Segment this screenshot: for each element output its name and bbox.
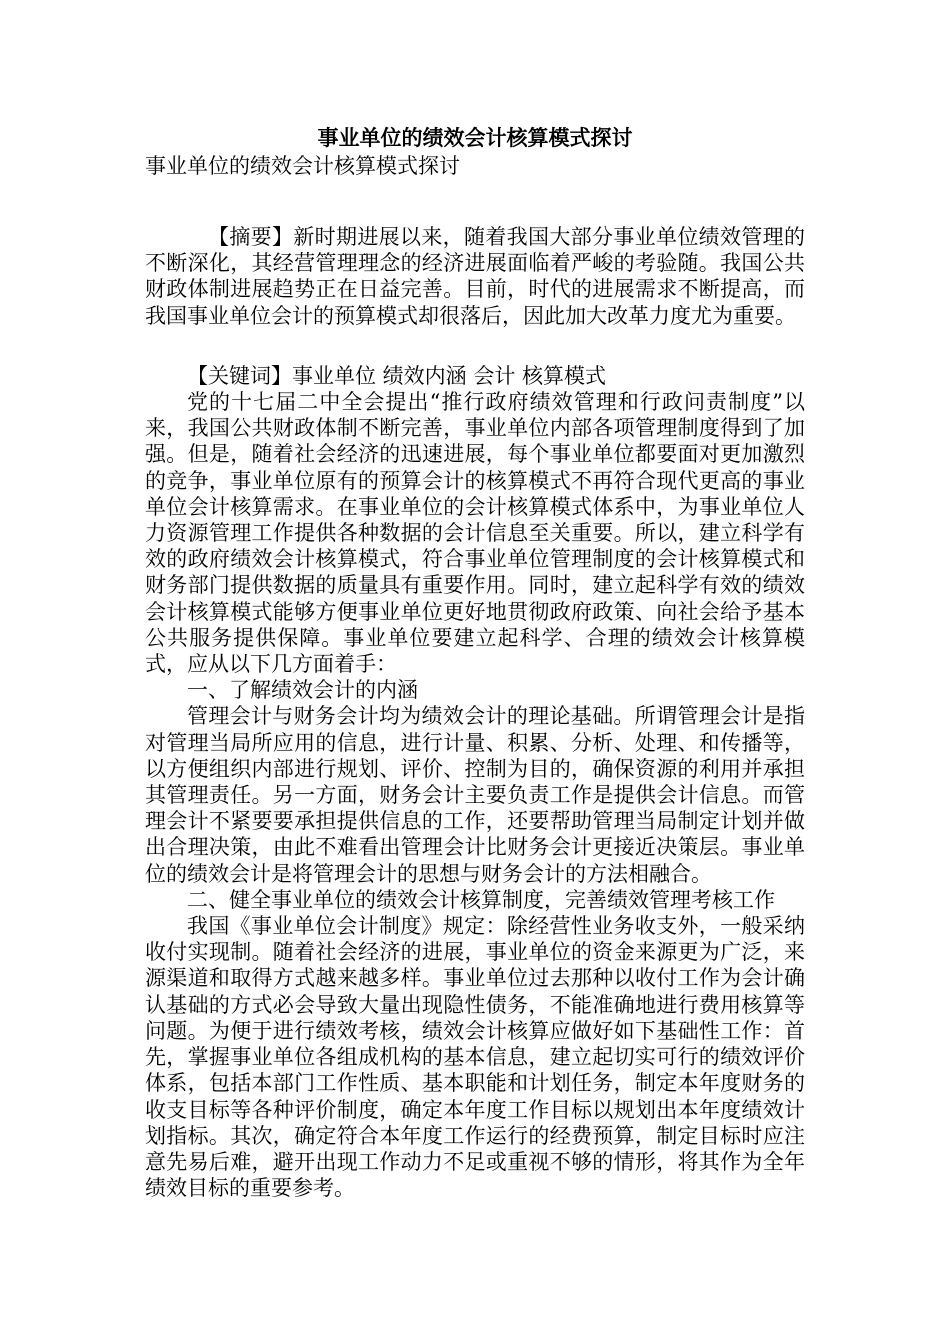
section-heading-1: 一、了解绩效会计的内涵: [187, 678, 418, 703]
document-subtitle: 事业单位的绩效会计核算模式探讨: [145, 154, 460, 178]
body-paragraph-section-1: 管理会计与财务会计均为绩效会计的理论基础。所谓管理会计是指对管理当局所应用的信息，进行计量、积累、分析、处理、和传播等，以方便组织内部进行规划、评价、控制为目的，确保资源的利用并承担其管理责任。另一方面，财务会计主要负责工作是提供会计信息。而管理会计不紧要要承担提供信息的工作，还要帮助管理当局制定计划并做出合理决策，由此不难看出管理会计比财务会计更接近决策层。事业单位的绩效会计是将管理会计的思想与财务会计的方法相融合。: [145, 704, 805, 886]
keywords-line: 【关键词】事业单位 绩效内涵 会计 核算模式: [187, 363, 607, 388]
body-paragraph-section-2: 我国《事业单位会计制度》规定：除经营性业务收支外，一般采纳收付实现制。随着社会经济的进展，事业单位的资金来源更为广泛，来源渠道和取得方式越来越多样。事业单位过去那种以收付工作为会计确认基础的方式必会导致大量出现隐性债务，不能准确地进行费用核算等问题。为便于进行绩效考核，绩效会计核算应做好如下基础性工作：首先，掌握事业单位各组成机构的基本信息，建立起切实可行的绩效评价体系，包括本部门工作性质、基本职能和计划任务，制定本年度财务的收支目标等各种评价制度，确定本年度工作目标以规划出本年度绩效计划指标。其次，确定符合本年度工作运行的经费预算，制定目标时应注意先易后难，避开出现工作动力不足或重视不够的情形，将其作为全年绩效目标的重要参考。: [145, 914, 805, 1201]
section-heading-2: 二、健全事业单位的绩效会计核算制度，完善绩效管理考核工作: [187, 887, 775, 912]
document-body: [145, 124, 805, 1201]
document-title: 事业单位的绩效会计核算模式探讨: [317, 125, 633, 150]
abstract-paragraph: 【摘要】新时期进展以来，随着我国大部分事业单位绩效管理的不断深化，其经营管理理念的经济进展面临着严峻的考验随。我国公共财政体制进展趋势正在日益完善。目前，时代的进展需求不断提高，而我国事业单位会计的预算模式却很落后，因此加大改革力度尤为重要。: [145, 225, 805, 328]
body-paragraph-intro: 党的十七届二中全会提出“推行政府绩效管理和行政问责制度”以来，我国公共财政体制不断完善，事业单位内部各项管理制度得到了加强。但是，随着社会经济的迅速进展，每个事业单位都要面对更加激烈的竞争，事业单位原有的预算会计的核算模式不再符合现代更高的事业单位会计核算需求。在事业单位的会计核算模式体系中，为事业单位人力资源管理工作提供各种数据的会计信息至关重要。所以，建立科学有效的政府绩效会计核算模式，符合事业单位管理制度的会计核算模式和财务部门提供数据的质量具有重要作用。同时，建立起科学有效的绩效会计核算模式能够方便事业单位更好地贯彻政府政策、向社会给予基本公共服务提供保障。事业单位要建立起科学、合理的绩效会计核算模式，应从以下几方面着手：: [145, 390, 805, 677]
